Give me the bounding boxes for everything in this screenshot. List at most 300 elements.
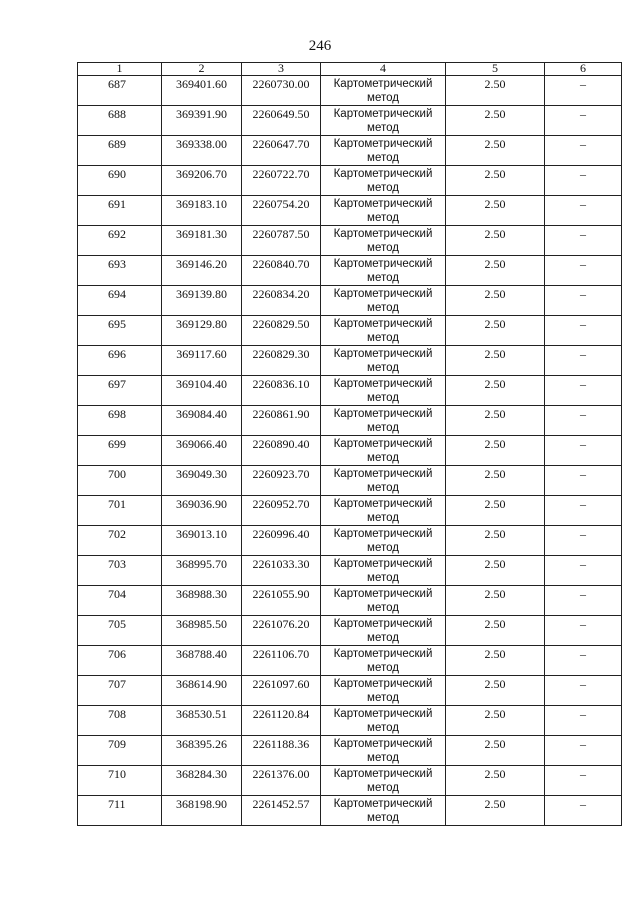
cell-accuracy <box>446 136 545 166</box>
table-row <box>78 646 622 676</box>
point-number-value: 695 <box>108 317 126 331</box>
cell-method <box>321 76 446 106</box>
table-row <box>78 526 622 556</box>
cell-point-number <box>78 316 162 346</box>
method-value: Картометрический метод <box>333 258 433 284</box>
header-col-4: 4 <box>321 63 446 76</box>
accuracy-value: 2.50 <box>484 377 506 391</box>
cell-accuracy <box>446 406 545 436</box>
cell-point-number <box>78 706 162 736</box>
note-value: – <box>580 767 586 781</box>
cell-coord-x <box>162 796 242 826</box>
coord-y-value: 2261055.90 <box>252 587 310 601</box>
cell-coord-y <box>242 376 321 406</box>
cell-note <box>545 496 622 526</box>
coord-x-value: 369129.80 <box>176 317 227 331</box>
coord-y-value: 2260890.40 <box>252 437 310 451</box>
header-col-2: 2 <box>162 63 242 76</box>
cell-note <box>545 526 622 556</box>
point-number-value: 706 <box>108 647 126 661</box>
table-row <box>78 106 622 136</box>
cell-coord-y <box>242 736 321 766</box>
cell-coord-y <box>242 436 321 466</box>
coord-y-value: 2261033.30 <box>252 557 310 571</box>
cell-coord-y <box>242 526 321 556</box>
table-row <box>78 556 622 586</box>
cell-method <box>321 646 446 676</box>
coord-y-value: 2261076.20 <box>252 617 310 631</box>
accuracy-value: 2.50 <box>484 167 506 181</box>
cell-note <box>545 766 622 796</box>
cell-point-number <box>78 256 162 286</box>
note-value: – <box>580 797 586 811</box>
note-value: – <box>580 647 586 661</box>
point-number-value: 705 <box>108 617 126 631</box>
coord-y-value: 2260647.70 <box>252 137 310 151</box>
cell-accuracy <box>446 556 545 586</box>
cell-coord-y <box>242 616 321 646</box>
cell-accuracy <box>446 616 545 646</box>
accuracy-value: 2.50 <box>484 737 506 751</box>
point-number-value: 708 <box>108 707 126 721</box>
cell-method <box>321 556 446 586</box>
cell-method <box>321 796 446 826</box>
cell-accuracy <box>446 376 545 406</box>
cell-coord-x <box>162 316 242 346</box>
coord-x-value: 369117.60 <box>176 347 227 361</box>
point-number-value: 697 <box>108 377 126 391</box>
method-value: Картометрический метод <box>333 618 433 644</box>
method-value: Картометрический метод <box>333 78 433 104</box>
cell-note <box>545 346 622 376</box>
cell-coord-x <box>162 586 242 616</box>
cell-accuracy <box>446 676 545 706</box>
point-number-value: 696 <box>108 347 126 361</box>
cell-accuracy <box>446 766 545 796</box>
point-number-value: 687 <box>108 77 126 91</box>
note-value: – <box>580 407 586 421</box>
method-value: Картометрический метод <box>333 498 433 524</box>
table-row <box>78 76 622 106</box>
point-number-value: 703 <box>108 557 126 571</box>
cell-point-number <box>78 76 162 106</box>
note-value: – <box>580 587 586 601</box>
coord-y-value: 2260754.20 <box>252 197 310 211</box>
accuracy-value: 2.50 <box>484 587 506 601</box>
cell-method <box>321 316 446 346</box>
accuracy-value: 2.50 <box>484 707 506 721</box>
coord-y-value: 2260829.50 <box>252 317 310 331</box>
method-value: Картометрический метод <box>333 468 433 494</box>
coord-y-value: 2260722.70 <box>252 167 310 181</box>
cell-note <box>545 436 622 466</box>
table-row <box>78 736 622 766</box>
cell-coord-y <box>242 766 321 796</box>
cell-note <box>545 166 622 196</box>
cell-coord-y <box>242 226 321 256</box>
accuracy-value: 2.50 <box>484 797 506 811</box>
cell-coord-y <box>242 166 321 196</box>
cell-accuracy <box>446 226 545 256</box>
cell-accuracy <box>446 166 545 196</box>
method-value: Картометрический метод <box>333 318 433 344</box>
method-value: Картометрический метод <box>333 348 433 374</box>
point-number-value: 693 <box>108 257 126 271</box>
note-value: – <box>580 497 586 511</box>
accuracy-value: 2.50 <box>484 317 506 331</box>
cell-coord-y <box>242 316 321 346</box>
coord-x-value: 368788.40 <box>176 647 227 661</box>
note-value: – <box>580 437 586 451</box>
cell-method <box>321 286 446 316</box>
note-value: – <box>580 377 586 391</box>
cell-method <box>321 436 446 466</box>
accuracy-value: 2.50 <box>484 407 506 421</box>
cell-accuracy <box>446 796 545 826</box>
coord-x-value: 369206.70 <box>176 167 227 181</box>
header-col-6: 6 <box>545 63 622 76</box>
cell-note <box>545 136 622 166</box>
accuracy-value: 2.50 <box>484 617 506 631</box>
header-col-1: 1 <box>78 63 162 76</box>
method-value: Картометрический метод <box>333 798 433 824</box>
cell-point-number <box>78 196 162 226</box>
coord-x-value: 369084.40 <box>176 407 227 421</box>
accuracy-value: 2.50 <box>484 437 506 451</box>
note-value: – <box>580 257 586 271</box>
coord-y-value: 2260834.20 <box>252 287 310 301</box>
cell-note <box>545 646 622 676</box>
cell-point-number <box>78 676 162 706</box>
header-col-3: 3 <box>242 63 321 76</box>
cell-coord-x <box>162 166 242 196</box>
cell-coord-y <box>242 466 321 496</box>
cell-point-number <box>78 466 162 496</box>
coord-y-value: 2260861.90 <box>252 407 310 421</box>
cell-point-number <box>78 766 162 796</box>
accuracy-value: 2.50 <box>484 767 506 781</box>
cell-coord-y <box>242 796 321 826</box>
method-value: Картометрический метод <box>333 438 433 464</box>
page-number: 246 <box>308 38 332 54</box>
cell-method <box>321 406 446 436</box>
cell-coord-x <box>162 106 242 136</box>
point-number-value: 707 <box>108 677 126 691</box>
coord-y-value: 2260836.10 <box>252 377 310 391</box>
note-value: – <box>580 707 586 721</box>
point-number-value: 700 <box>108 467 126 481</box>
accuracy-value: 2.50 <box>484 77 506 91</box>
table-header-row <box>78 63 622 76</box>
coord-y-value: 2260649.50 <box>252 107 310 121</box>
cell-method <box>321 676 446 706</box>
cell-coord-y <box>242 136 321 166</box>
coord-x-value: 368395.26 <box>176 737 227 751</box>
point-number-value: 690 <box>108 167 126 181</box>
table-row <box>78 436 622 466</box>
cell-coord-y <box>242 196 321 226</box>
cell-method <box>321 136 446 166</box>
cell-accuracy <box>446 586 545 616</box>
table-row <box>78 796 622 826</box>
cell-coord-x <box>162 226 242 256</box>
cell-accuracy <box>446 106 545 136</box>
cell-coord-x <box>162 76 242 106</box>
coordinates-table <box>77 62 622 826</box>
coord-x-value: 368614.90 <box>176 677 227 691</box>
table-row <box>78 346 622 376</box>
cell-method <box>321 526 446 556</box>
table-row <box>78 256 622 286</box>
note-value: – <box>580 167 586 181</box>
table-row <box>78 466 622 496</box>
table-row <box>78 706 622 736</box>
accuracy-value: 2.50 <box>484 467 506 481</box>
cell-accuracy <box>446 76 545 106</box>
cell-point-number <box>78 796 162 826</box>
cell-coord-x <box>162 406 242 436</box>
cell-coord-x <box>162 556 242 586</box>
cell-point-number <box>78 406 162 436</box>
coord-y-value: 2260829.30 <box>252 347 310 361</box>
cell-coord-y <box>242 556 321 586</box>
cell-method <box>321 376 446 406</box>
cell-point-number <box>78 586 162 616</box>
coord-y-value: 2260730.00 <box>252 77 310 91</box>
cell-point-number <box>78 136 162 166</box>
cell-coord-x <box>162 346 242 376</box>
coord-x-value: 368198.90 <box>176 797 227 811</box>
method-value: Картометрический метод <box>333 558 433 584</box>
cell-note <box>545 556 622 586</box>
cell-coord-x <box>162 676 242 706</box>
cell-accuracy <box>446 526 545 556</box>
table-row <box>78 616 622 646</box>
coord-y-value: 2261452.57 <box>252 797 310 811</box>
cell-method <box>321 226 446 256</box>
cell-method <box>321 256 446 286</box>
note-value: – <box>580 467 586 481</box>
point-number-value: 711 <box>108 797 126 811</box>
cell-note <box>545 616 622 646</box>
cell-note <box>545 466 622 496</box>
cell-accuracy <box>446 496 545 526</box>
cell-method <box>321 706 446 736</box>
table-row <box>78 166 622 196</box>
note-value: – <box>580 617 586 631</box>
table-row <box>78 496 622 526</box>
coord-y-value: 2260952.70 <box>252 497 310 511</box>
cell-note <box>545 736 622 766</box>
cell-method <box>321 106 446 136</box>
cell-coord-x <box>162 766 242 796</box>
cell-note <box>545 226 622 256</box>
coord-y-value: 2261188.36 <box>252 737 310 751</box>
coord-x-value: 369104.40 <box>176 377 227 391</box>
cell-point-number <box>78 616 162 646</box>
accuracy-value: 2.50 <box>484 227 506 241</box>
header-col-5: 5 <box>446 63 545 76</box>
cell-coord-x <box>162 286 242 316</box>
table-row <box>78 286 622 316</box>
method-value: Картометрический метод <box>333 588 433 614</box>
cell-method <box>321 766 446 796</box>
coord-y-value: 2260996.40 <box>252 527 310 541</box>
note-value: – <box>580 737 586 751</box>
coord-y-value: 2260787.50 <box>252 227 310 241</box>
cell-coord-y <box>242 346 321 376</box>
cell-note <box>545 76 622 106</box>
method-value: Картометрический метод <box>333 408 433 434</box>
cell-coord-x <box>162 496 242 526</box>
cell-accuracy <box>446 316 545 346</box>
table-row <box>78 316 622 346</box>
coord-y-value: 2261097.60 <box>252 677 310 691</box>
coord-x-value: 368530.51 <box>176 707 227 721</box>
cell-note <box>545 586 622 616</box>
cell-coord-x <box>162 466 242 496</box>
table-row <box>78 406 622 436</box>
coord-x-value: 369391.90 <box>176 107 227 121</box>
cell-point-number <box>78 286 162 316</box>
coord-x-value: 368988.30 <box>176 587 227 601</box>
coord-x-value: 369013.10 <box>176 527 227 541</box>
method-value: Картометрический метод <box>333 168 433 194</box>
table-row <box>78 196 622 226</box>
cell-note <box>545 796 622 826</box>
point-number-value: 691 <box>108 197 126 211</box>
cell-note <box>545 196 622 226</box>
cell-method <box>321 736 446 766</box>
method-value: Картометрический метод <box>333 138 433 164</box>
cell-accuracy <box>446 286 545 316</box>
cell-accuracy <box>446 256 545 286</box>
cell-coord-y <box>242 286 321 316</box>
method-value: Картометрический метод <box>333 708 433 734</box>
cell-note <box>545 316 622 346</box>
cell-note <box>545 256 622 286</box>
coord-x-value: 369139.80 <box>176 287 227 301</box>
coord-y-value: 2260840.70 <box>252 257 310 271</box>
cell-coord-y <box>242 106 321 136</box>
table-row <box>78 226 622 256</box>
cell-coord-x <box>162 616 242 646</box>
method-value: Картометрический метод <box>333 648 433 674</box>
cell-coord-y <box>242 646 321 676</box>
note-value: – <box>580 197 586 211</box>
cell-coord-y <box>242 76 321 106</box>
table-row <box>78 136 622 166</box>
point-number-value: 702 <box>108 527 126 541</box>
note-value: – <box>580 347 586 361</box>
cell-coord-x <box>162 526 242 556</box>
cell-coord-x <box>162 436 242 466</box>
method-value: Картометрический метод <box>333 198 433 224</box>
cell-note <box>545 406 622 436</box>
point-number-value: 701 <box>108 497 126 511</box>
note-value: – <box>580 287 586 301</box>
cell-method <box>321 346 446 376</box>
accuracy-value: 2.50 <box>484 497 506 511</box>
cell-point-number <box>78 436 162 466</box>
cell-accuracy <box>446 736 545 766</box>
cell-coord-y <box>242 406 321 436</box>
cell-accuracy <box>446 706 545 736</box>
cell-coord-y <box>242 256 321 286</box>
table-row <box>78 376 622 406</box>
accuracy-value: 2.50 <box>484 557 506 571</box>
method-value: Картометрический метод <box>333 768 433 794</box>
cell-coord-y <box>242 586 321 616</box>
cell-coord-x <box>162 256 242 286</box>
cell-point-number <box>78 226 162 256</box>
point-number-value: 699 <box>108 437 126 451</box>
cell-method <box>321 466 446 496</box>
note-value: – <box>580 137 586 151</box>
cell-method <box>321 196 446 226</box>
point-number-value: 689 <box>108 137 126 151</box>
method-value: Картометрический метод <box>333 288 433 314</box>
note-value: – <box>580 107 586 121</box>
cell-method <box>321 586 446 616</box>
cell-note <box>545 376 622 406</box>
coord-x-value: 369049.30 <box>176 467 227 481</box>
cell-method <box>321 166 446 196</box>
note-value: – <box>580 677 586 691</box>
accuracy-value: 2.50 <box>484 287 506 301</box>
coord-x-value: 369338.00 <box>176 137 227 151</box>
table-row <box>78 586 622 616</box>
accuracy-value: 2.50 <box>484 137 506 151</box>
point-number-value: 698 <box>108 407 126 421</box>
method-value: Картометрический метод <box>333 528 433 554</box>
cell-accuracy <box>446 196 545 226</box>
coord-x-value: 369146.20 <box>176 257 227 271</box>
accuracy-value: 2.50 <box>484 107 506 121</box>
cell-coord-x <box>162 376 242 406</box>
cell-coord-y <box>242 676 321 706</box>
method-value: Картометрический метод <box>333 108 433 134</box>
note-value: – <box>580 527 586 541</box>
cell-coord-x <box>162 706 242 736</box>
cell-accuracy <box>446 436 545 466</box>
coord-y-value: 2261120.84 <box>252 707 310 721</box>
coord-y-value: 2261376.00 <box>252 767 310 781</box>
coord-x-value: 369183.10 <box>176 197 227 211</box>
method-value: Картометрический метод <box>333 678 433 704</box>
method-value: Картометрический метод <box>333 738 433 764</box>
cell-coord-x <box>162 646 242 676</box>
table-row <box>78 766 622 796</box>
accuracy-value: 2.50 <box>484 347 506 361</box>
coord-y-value: 2261106.70 <box>252 647 310 661</box>
accuracy-value: 2.50 <box>484 677 506 691</box>
cell-note <box>545 106 622 136</box>
point-number-value: 692 <box>108 227 126 241</box>
cell-point-number <box>78 736 162 766</box>
accuracy-value: 2.50 <box>484 527 506 541</box>
table-body <box>78 76 622 826</box>
coord-y-value: 2260923.70 <box>252 467 310 481</box>
cell-method <box>321 496 446 526</box>
cell-coord-y <box>242 706 321 736</box>
cell-coord-x <box>162 736 242 766</box>
table-row <box>78 676 622 706</box>
cell-point-number <box>78 106 162 136</box>
point-number-value: 694 <box>108 287 126 301</box>
note-value: – <box>580 227 586 241</box>
coord-x-value: 369036.90 <box>176 497 227 511</box>
